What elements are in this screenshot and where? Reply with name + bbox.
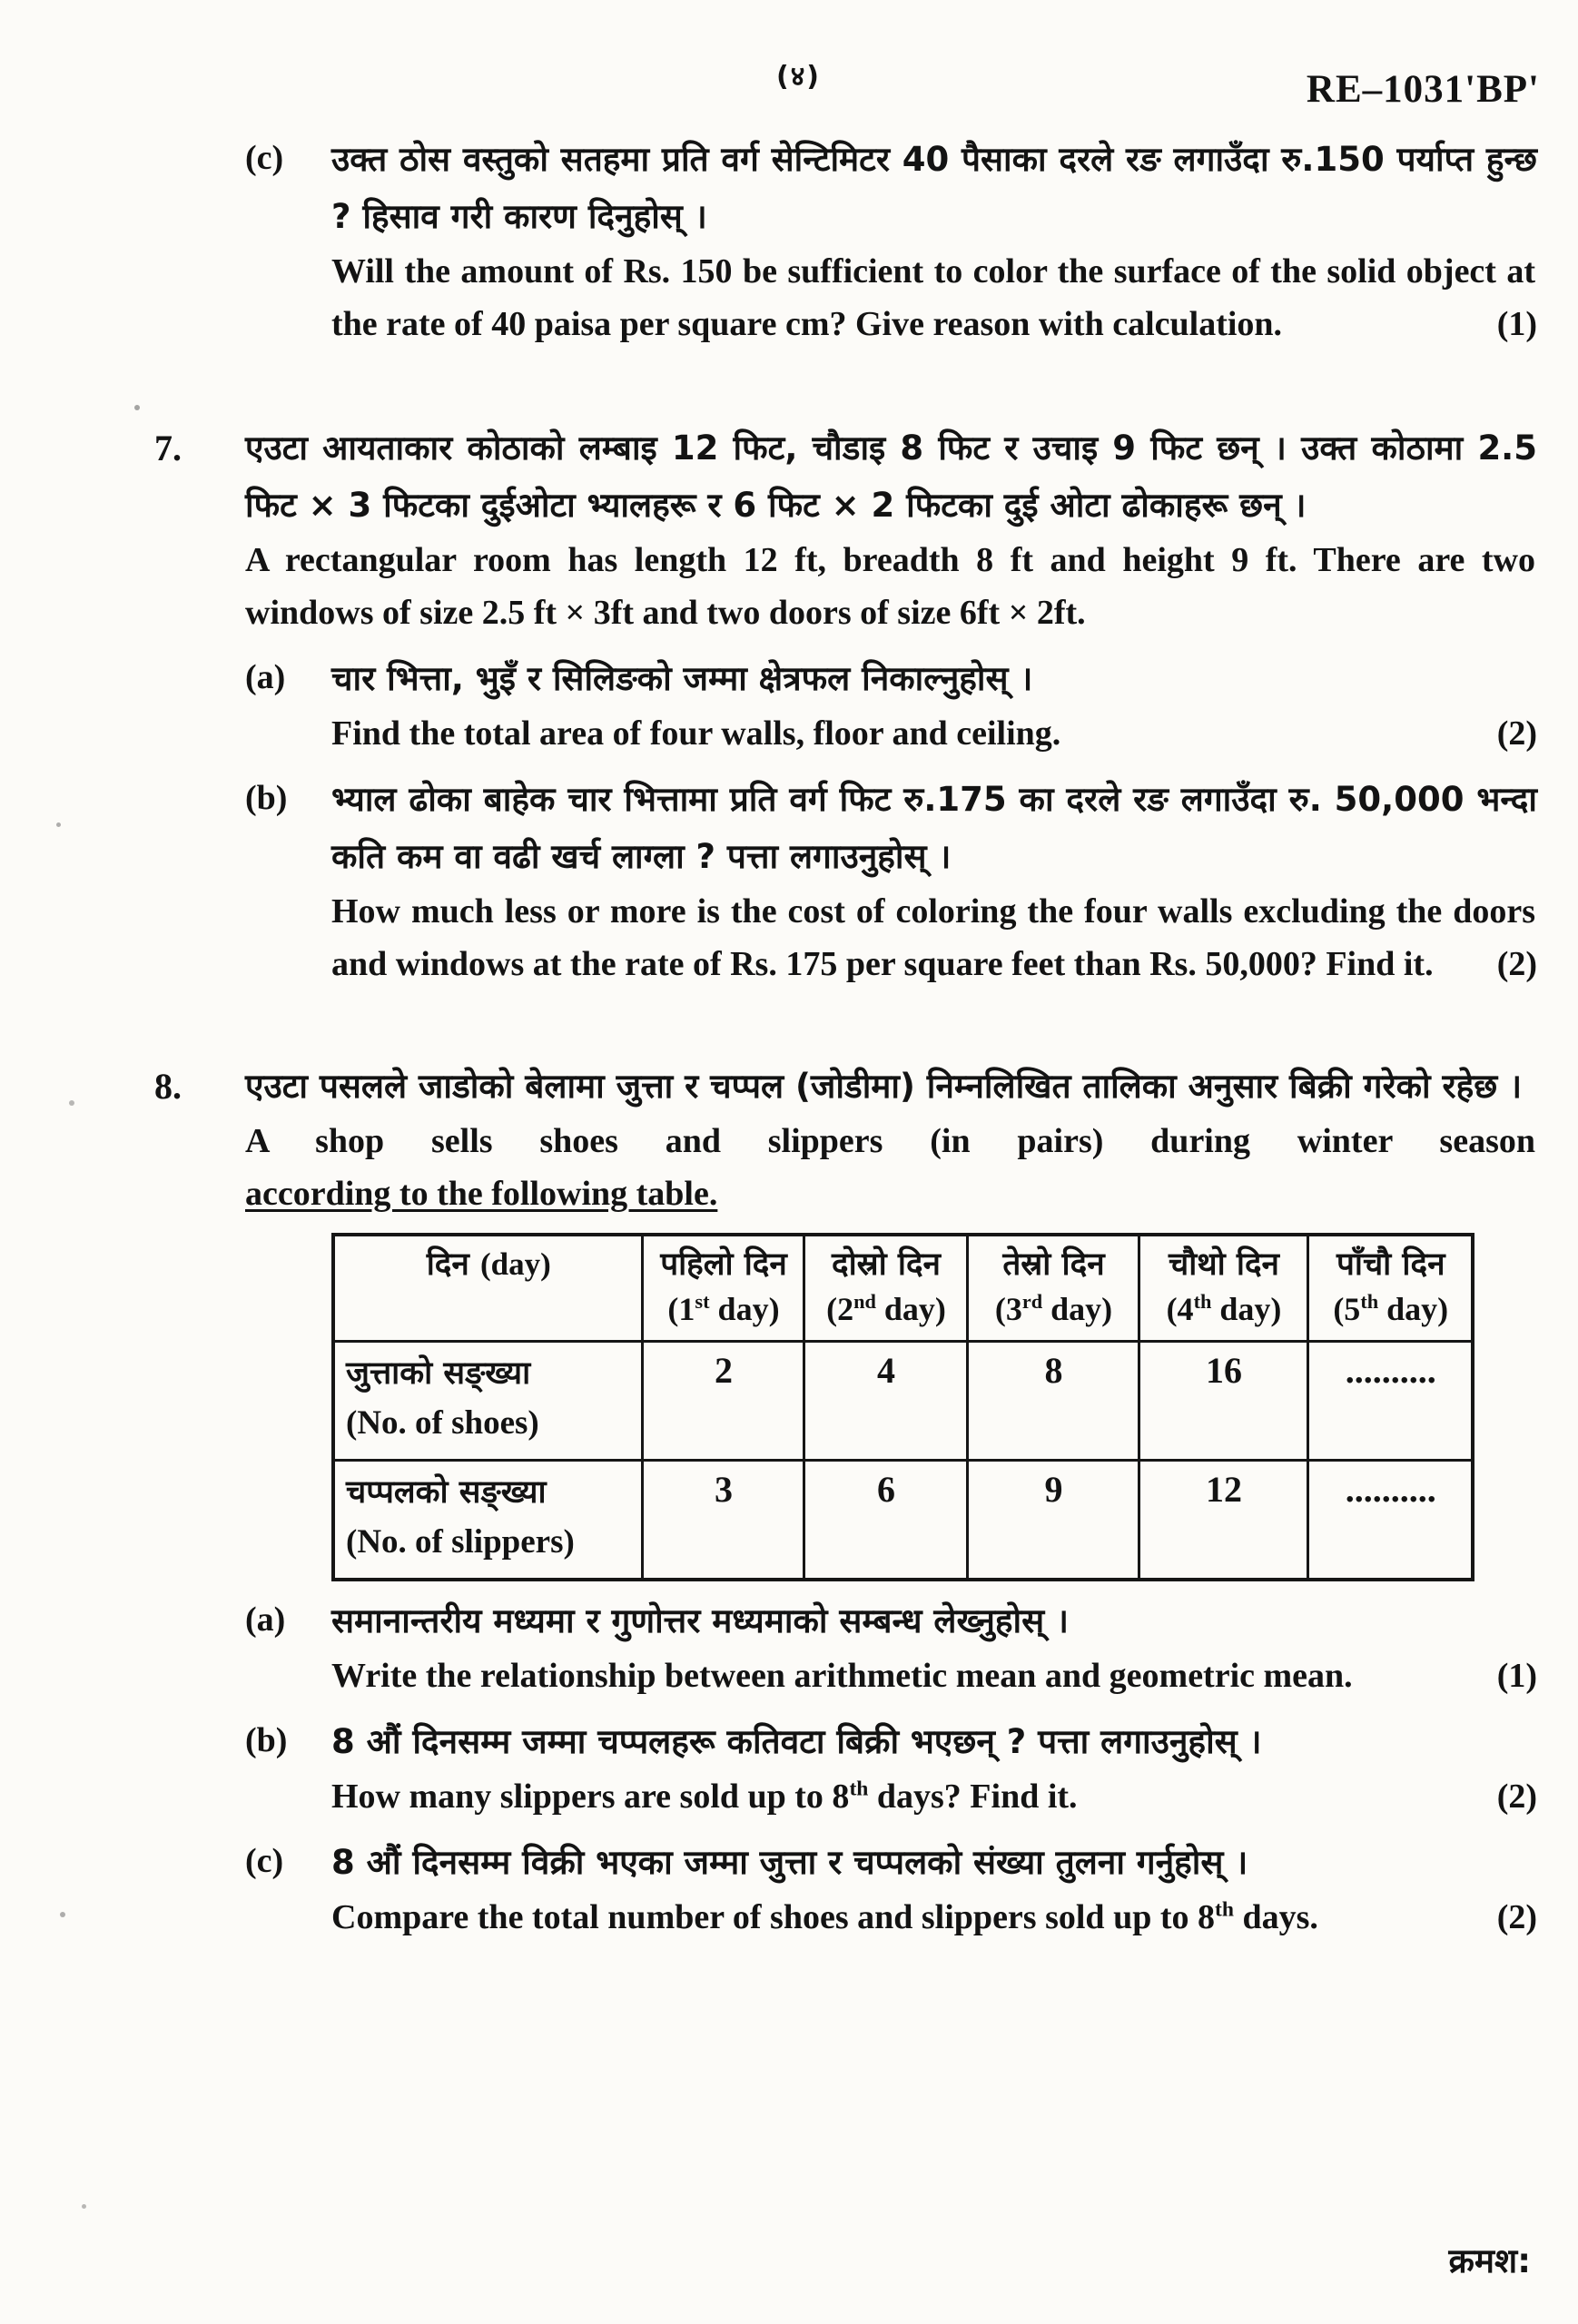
marks-8a: (1) <box>1496 1657 1537 1695</box>
day4-pre: (4 <box>1166 1291 1194 1327</box>
table-header-day5 <box>1307 1235 1473 1342</box>
question-8-number: 8. <box>154 1066 182 1107</box>
question-7a <box>245 650 1537 760</box>
question-8c-english-post: days. <box>1233 1898 1318 1936</box>
question-8c-english-pre: Compare the total number of shoes and slippers sold up to 8 <box>331 1898 1215 1936</box>
day1-pre: (1 <box>667 1291 695 1327</box>
shoes-label-en: (No. of shoes) <box>346 1404 539 1442</box>
shoes-day2-value: 4 <box>804 1342 967 1461</box>
header-day2-np: दोस्रो दिन <box>832 1246 941 1283</box>
question-8-english-line2: according to the following table. <box>245 1175 718 1213</box>
table-header-day4 <box>1139 1235 1307 1342</box>
table-header-day3 <box>967 1235 1139 1342</box>
question-8a-english <box>331 1649 1537 1702</box>
subquestion-label-b: (b) <box>245 779 288 817</box>
day5-sup: th <box>1360 1290 1379 1313</box>
question-8b-english-post: days? Find it. <box>868 1777 1078 1816</box>
header-day-label <box>346 1242 632 1287</box>
marks-7a: (2) <box>1496 714 1537 753</box>
slippers-day2-value: 6 <box>804 1461 967 1581</box>
subquestion-label-8c: (c) <box>245 1842 284 1880</box>
shoes-day3-value: 8 <box>967 1342 1139 1461</box>
header-day1-en <box>655 1287 794 1331</box>
page-content <box>154 47 1537 1944</box>
scan-speck <box>134 405 140 410</box>
table-header-row <box>333 1235 1473 1342</box>
question-8b <box>245 1713 1537 1823</box>
day3-pre: (3 <box>994 1291 1022 1327</box>
question-8c-english-sup: th <box>1215 1897 1234 1922</box>
question-6c-english-text: Will the amount of Rs. 150 be sufficient to color the surface of the solid object at the rate of 40 paisa per square cm? Give reason with calculation. <box>331 252 1535 343</box>
question-7a-english <box>331 707 1537 760</box>
shoes-day5-value: .......... <box>1307 1342 1473 1461</box>
scan-speck <box>56 822 61 827</box>
header-day5-en <box>1320 1287 1463 1331</box>
paper-code: RE–1031'BP' <box>1306 68 1540 111</box>
day2-sup: nd <box>853 1290 876 1313</box>
shoes-day4-value: 16 <box>1139 1342 1307 1461</box>
question-8-nepali: एउटा पसलले जाडोको बेलामा जुत्ता र चप्पल (जोडीमा) निम्नलिखित तालिका अनुसार बिक्री गरेको रहेछ । <box>245 1067 1523 1106</box>
question-7b <box>245 771 1537 990</box>
question-8-english <box>245 1115 1537 1220</box>
question-7b-nepali: भ्याल ढोका बाहेक चार भित्तामा प्रति वर्ग फिट रु.175 का दरले रङ लगाउँदा रु. 50,000 भन्दा कति कम वा वढी खर्च लाग्ला ? पत्ता लगाउनुहोस् । <box>331 780 1537 876</box>
marks-7b: (2) <box>1496 945 1537 983</box>
header-day3-np: तेस्रो दिन <box>1002 1246 1105 1283</box>
marks-8b: (2) <box>1496 1777 1537 1816</box>
slippers-day3-value: 9 <box>967 1461 1139 1581</box>
shoes-label-np: जुत्ताको सङ्ख्या <box>346 1355 531 1392</box>
question-6c-nepali: उक्त ठोस वस्तुको सतहमा प्रति वर्ग सेन्टिमिटर 40 पैसाका दरले रङ लगाउँदा रु.150 पर्याप्त हुन्छ ? हिसाव गरी कारण दिनुहोस् । <box>331 140 1537 236</box>
question-8b-nepali: 8 औं दिनसम्म जम्मा चप्पलहरू कतिवटा बिक्री भएछन् ? पत्ता लगाउनुहोस् । <box>331 1722 1262 1761</box>
question-7-nepali: एउटा आयताकार कोठाको लम्बाइ 12 फिट, चौडाइ 8 फिट र उचाइ 9 फिट छन् । उक्त कोठामा 2.5 फिट × 3 फिटका दुईओटा भ्यालहरू र 6 फिट × 2 फिटका दुई ओटा ढोकाहरू छन् । <box>245 428 1537 525</box>
day5-post: day) <box>1378 1291 1449 1327</box>
table-header-day1 <box>642 1235 804 1342</box>
question-8b-english-sup: th <box>849 1777 869 1801</box>
question-8c-nepali: 8 औं दिनसम्म विक्री भएका जम्मा जुत्ता र चप्पलको संख्या तुलना गर्नुहोस् । <box>331 1843 1248 1882</box>
question-8b-english-pre: How many slippers are sold up to 8 <box>331 1777 850 1816</box>
subquestion-label-a: (a) <box>245 658 286 696</box>
question-7-english: A rectangular room has length 12 ft, breadth 8 ft and height 9 ft. There are two windows of size 2.5 ft × 3ft and two doors of size 6ft × 2ft. <box>245 541 1535 632</box>
scan-speck <box>82 2204 86 2209</box>
question-8a-english-text: Write the relationship between arithmetic mean and geometric mean. <box>331 1657 1353 1695</box>
day3-post: day) <box>1042 1291 1113 1327</box>
marks-8c: (2) <box>1496 1898 1537 1936</box>
subquestion-label-8b: (b) <box>245 1721 288 1759</box>
question-8c <box>245 1834 1537 1944</box>
table-row-slippers <box>333 1461 1473 1581</box>
header-day-np: दिन <box>426 1246 469 1283</box>
header-day-en: (day) <box>479 1246 551 1282</box>
sales-table <box>331 1233 1474 1581</box>
shoes-day1-value: 2 <box>642 1342 804 1461</box>
day3-sup: rd <box>1021 1290 1043 1313</box>
question-8c-english <box>331 1891 1537 1944</box>
question-7b-english-text: How much less or more is the cost of coloring the four walls excluding the doors and windows at the rate of Rs. 175 per square feet than Rs. 50,000? Find it. <box>331 892 1535 983</box>
day2-post: day) <box>875 1291 946 1327</box>
day2-pre: (2 <box>826 1291 854 1327</box>
header-day5-np: पाँचौ दिन <box>1336 1246 1445 1283</box>
header-day4-np: चौथो दिन <box>1169 1246 1279 1283</box>
question-8-english-line1: A shop sells shoes and slippers (in pairs) during winter season <box>245 1122 1535 1160</box>
header-day1-np: पहिलो दिन <box>660 1246 787 1283</box>
header-day2-en <box>816 1287 957 1331</box>
slippers-label-np: चप्पलको सङ्ख्या <box>346 1474 547 1511</box>
table-header-day <box>333 1235 642 1342</box>
question-8a <box>245 1592 1537 1702</box>
slippers-day4-value: 12 <box>1139 1461 1307 1581</box>
scan-speck <box>60 1912 65 1917</box>
footer-continue: क्रमश: <box>1448 2241 1531 2280</box>
question-7a-nepali: चार भित्ता, भुइँ र सिलिङको जम्मा क्षेत्रफल निकाल्नुहोस् । <box>331 659 1033 698</box>
table-row-shoes <box>333 1342 1473 1461</box>
table-header-day2 <box>804 1235 967 1342</box>
marks-6c: (1) <box>1496 305 1537 343</box>
slippers-row-label <box>333 1461 642 1581</box>
scan-speck <box>69 1100 74 1106</box>
shoes-row-label <box>333 1342 642 1461</box>
question-6c-block <box>154 131 1537 350</box>
question-7-number: 7. <box>154 428 182 468</box>
day4-post: day) <box>1211 1291 1282 1327</box>
question-8b-english <box>331 1770 1537 1823</box>
header-day3-en <box>980 1287 1129 1331</box>
question-7b-english <box>331 885 1537 990</box>
day5-pre: (5 <box>1333 1291 1361 1327</box>
slippers-day1-value: 3 <box>642 1461 804 1581</box>
slippers-day5-value: .......... <box>1307 1461 1473 1581</box>
question-8-block <box>154 1058 1537 1944</box>
subquestion-label-8a: (a) <box>245 1600 286 1639</box>
question-6c <box>245 131 1537 350</box>
day1-sup: st <box>695 1290 710 1313</box>
question-8a-nepali: समानान्तरीय मध्यमा र गुणोत्तर मध्यमाको सम्बन्ध लेख्नुहोस् । <box>331 1601 1070 1640</box>
day4-sup: th <box>1193 1290 1212 1313</box>
day1-post: day) <box>709 1291 780 1327</box>
subquestion-label-c: (c) <box>245 139 284 177</box>
question-7-block <box>154 419 1537 990</box>
question-7a-english-text: Find the total area of four walls, floor and ceiling. <box>331 714 1061 753</box>
header-day4-en <box>1151 1287 1297 1331</box>
page-number: (४) <box>776 61 822 93</box>
slippers-label-en: (No. of slippers) <box>346 1523 575 1561</box>
question-6c-english <box>331 245 1537 350</box>
